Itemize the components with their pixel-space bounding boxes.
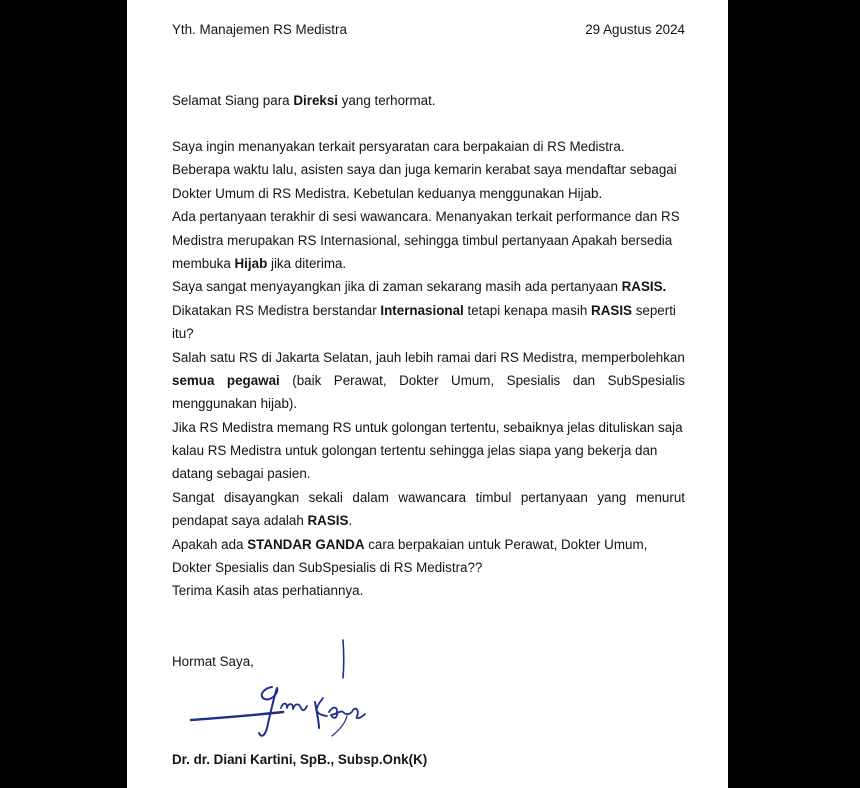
body-text-segment: jika diterima. [267,255,347,271]
body-text-segment: tetapi kenapa masih [463,302,592,318]
body-text-segment: Saya sangat menyayangkan jika di zaman sekarang masih ada pertanyaan [172,279,622,295]
body-line [172,346,685,369]
body-text-segment: menggunakan hijab). [172,396,298,412]
body-text-segment: cara berpakaian untuk Perawat, Dokter Umum, [364,536,648,552]
letter-closing: Hormat Saya, [172,654,254,669]
body-line [172,556,685,579]
body-text-segment: Jika RS Medistra memang RS untuk golongan tertentu, sebaiknya jelas dituliskan saja [172,419,683,435]
body-text-segment: kalau RS Medistra untuk golongan tertentu sehingga jelas siapa yang bekerja dan [172,443,658,459]
body-line [172,322,685,345]
body-line [172,416,685,439]
body-text-segment: itu? [172,326,194,342]
body-line [172,182,685,205]
body-line [172,579,685,602]
body-line [172,205,685,228]
body-line [172,158,685,181]
body-text-segment: (baik Perawat, Dokter Umum, Spesialis dan SubSpesialis [279,372,685,388]
body-text-segment: pendapat saya adalah [172,513,308,529]
bold-text: RASIS [307,513,349,529]
body-text-segment: Saya ingin menanyakan terkait persyaratan cara berpakaian di RS Medistra. [172,139,625,154]
body-text-segment: datang sebagai pasien. [172,466,311,482]
body-line [172,509,685,532]
greeting-pre: Selamat Siang para [172,93,294,108]
body-text-segment: Medistra merupakan RS Internasional, sehingga timbul pertanyaan Apakah bersedia [172,232,673,248]
body-text-segment: Salah satu RS di Jakarta Selatan, jauh lebih ramai dari RS Medistra, memperbolehkan [172,349,685,365]
letter-page [127,0,728,788]
body-line [172,392,685,415]
body-text-segment: Beberapa waktu lalu, asisten saya dan juga kemarin kerabat saya mendaftar sebagai [172,162,677,178]
body-line [172,229,685,252]
letter-recipient: Yth. Manajemen RS Medistra [172,22,347,37]
body-line [172,369,685,392]
body-text-segment: Ada pertanyaan terakhir di sesi wawancara. Menanyakan terkait performance dan RS [172,209,680,225]
body-text-segment: membuka [172,255,235,271]
bold-text: Hijab [234,255,268,271]
handwritten-signature [187,632,387,744]
body-text-segment: Dokter Umum di RS Medistra. Kebetulan keduanya menggunakan Hijab. [172,185,603,201]
body-line [172,486,685,509]
letter-body [172,135,685,603]
body-line [172,252,685,275]
body-text-segment: Dikatakan RS Medistra berstandar [172,302,381,318]
body-text-segment: . [348,513,353,529]
letter-date: 29 Agustus 2024 [585,22,685,37]
greeting-bold: Direksi [293,93,339,108]
body-line [172,533,685,556]
body-text-segment: Apakah ada [172,536,248,552]
body-line [172,135,685,158]
body-text-segment: Terima Kasih atas perhatiannya. [172,583,364,599]
body-line [172,439,685,462]
body-text-segment: seperti [631,302,676,318]
greeting-post: yang terhormat. [338,93,436,108]
body-text-segment: Sangat disayangkan sekali dalam wawancara timbul pertanyaan yang menurut [172,489,685,505]
body-line [172,462,685,485]
body-line [172,299,685,322]
letter-signer: Dr. dr. Diani Kartini, SpB., Subsp.Onk(K) [172,752,428,767]
letter-greeting [172,89,436,112]
bold-text: STANDAR GANDA [247,536,365,552]
bold-text: RASIS. [621,279,667,295]
body-text-segment: Dokter Spesialis dan SubSpesialis di RS Medistra?? [172,560,483,576]
body-line [172,275,685,298]
bold-text: RASIS [591,302,632,318]
bold-text: semua pegawai [172,372,280,388]
bold-text: Internasional [380,302,464,318]
